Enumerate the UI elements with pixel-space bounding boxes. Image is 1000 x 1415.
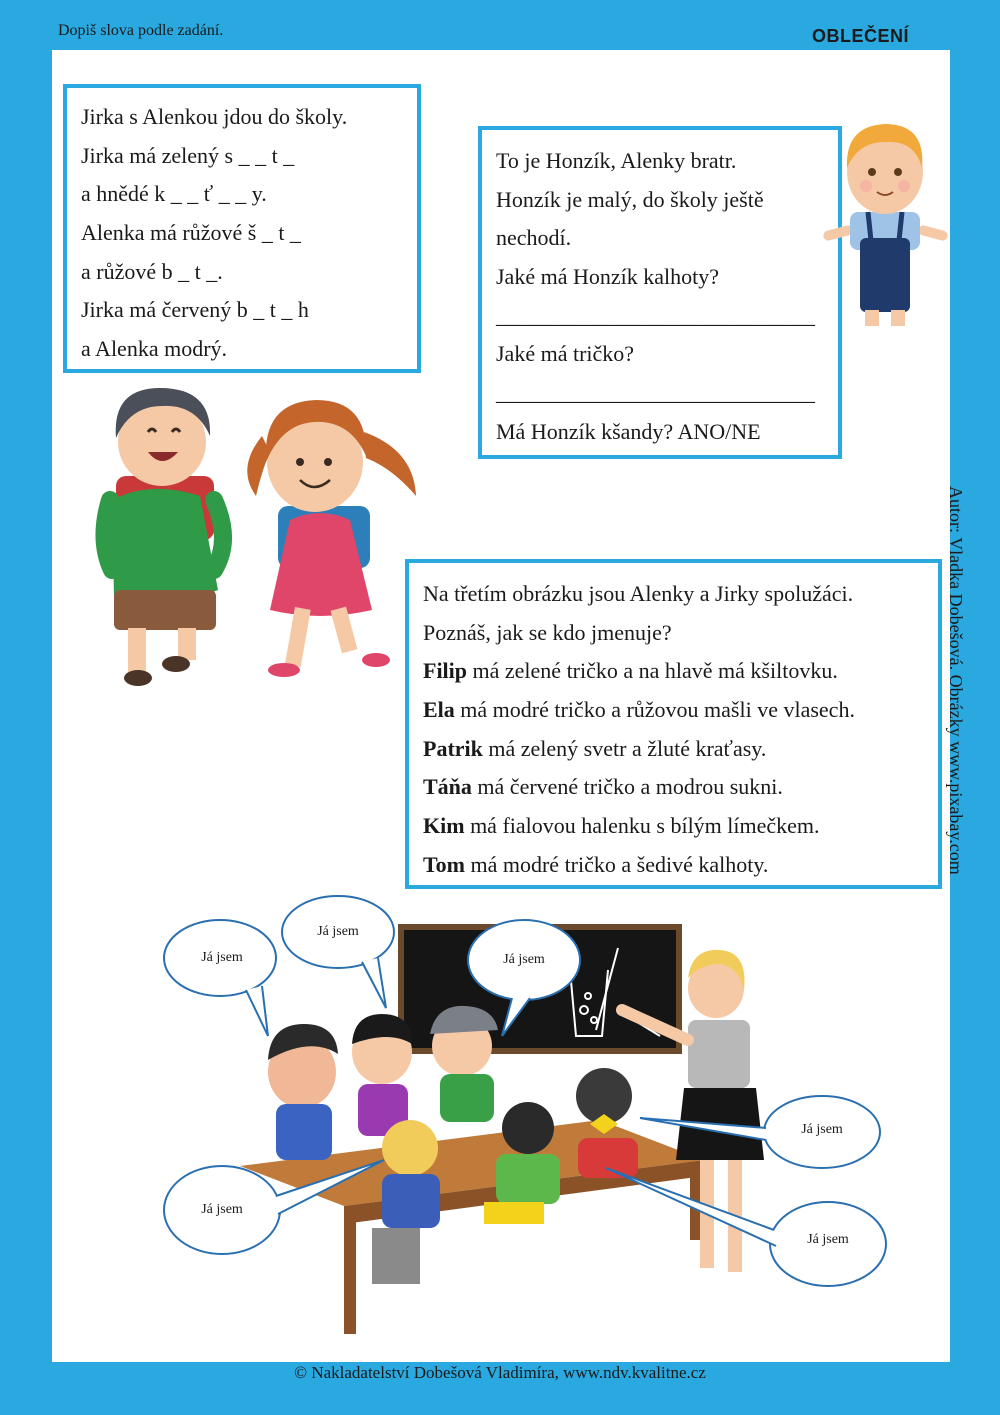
bubble-text: Já jsem	[201, 950, 243, 965]
box2-line: Má Honzík kšandy? ANO/NE	[496, 418, 761, 444]
speech-bubble-1-tail	[246, 986, 268, 1036]
kid-text: má zelené tričko a na hlavě má kšiltovku.	[467, 658, 838, 684]
box1-line: Jirka má červený b _ t _ h	[81, 297, 309, 323]
kid-name: Tom	[423, 851, 465, 877]
bubble-text: Já jsem	[201, 1202, 243, 1217]
box3-intro-line: Poznáš, jak se kdo jmenuje?	[423, 619, 672, 645]
box1-line: Alenka má růžové š _ t _	[81, 220, 301, 246]
box2-line: Honzík je malý, do školy ještě	[496, 186, 764, 212]
box1-line: Jirka má zelený s _ _ t _	[81, 142, 295, 168]
bubble-text: Já jsem	[801, 1122, 843, 1137]
speech-bubble-2-tail	[362, 958, 386, 1008]
bubble-text: Já jsem	[807, 1232, 849, 1247]
kid-text: má modré tričko a růžovou mašli ve vlasech.	[454, 697, 855, 723]
footer-copyright: © Nakladatelství Dobešová Vladimíra, www.ndv.kvalitne.cz	[294, 1363, 706, 1382]
kid-name: Táňa	[423, 774, 472, 800]
box2-line: To je Honzík, Alenky bratr.	[496, 148, 737, 173]
box1-line: Jirka s Alenkou jdou do školy.	[81, 104, 348, 129]
honzik-illustration	[822, 124, 949, 326]
answer-line[interactable]: _____________________________	[496, 302, 815, 328]
kid-name: Kim	[423, 813, 465, 839]
bubble-text: Já jsem	[503, 952, 545, 967]
answer-line[interactable]: _____________________________	[496, 380, 815, 406]
kid-text: má zelený svetr a žluté kraťasy.	[482, 735, 767, 761]
author-credit: Autor: Vladka Dobešová. Obrázky www.pixabay.com	[946, 486, 966, 875]
kid-text: má červené tričko a modrou sukni.	[471, 774, 783, 800]
kid-name: Ela	[423, 697, 455, 723]
jirka-illustration	[104, 388, 223, 686]
box1-line: a hnědé k _ _ ť _ _ y.	[81, 181, 267, 207]
topic-title: OBLEČENÍ	[812, 26, 910, 46]
bubble-text: Já jsem	[317, 924, 359, 939]
instruction-text: Dopiš slova podle zadání.	[58, 22, 224, 39]
kid-name: Filip	[423, 658, 468, 684]
kid-text: má modré tričko a šedivé kalhoty.	[464, 851, 769, 877]
kid-text: má fialovou halenku s bílým límečkem.	[464, 813, 820, 839]
box3-intro-line: Na třetím obrázku jsou Alenky a Jirky spolužáci.	[423, 581, 854, 606]
box1-line: a Alenka modrý.	[81, 336, 228, 362]
box2-line: Jaké má Honzík kalhoty?	[496, 264, 719, 290]
box1-line: a růžové b _ t _.	[81, 258, 223, 284]
box2-line: Jaké má tričko?	[496, 341, 635, 367]
kid-name: Patrik	[423, 735, 483, 761]
box2-line: nechodí.	[496, 225, 572, 251]
alenka-illustration	[247, 400, 416, 677]
